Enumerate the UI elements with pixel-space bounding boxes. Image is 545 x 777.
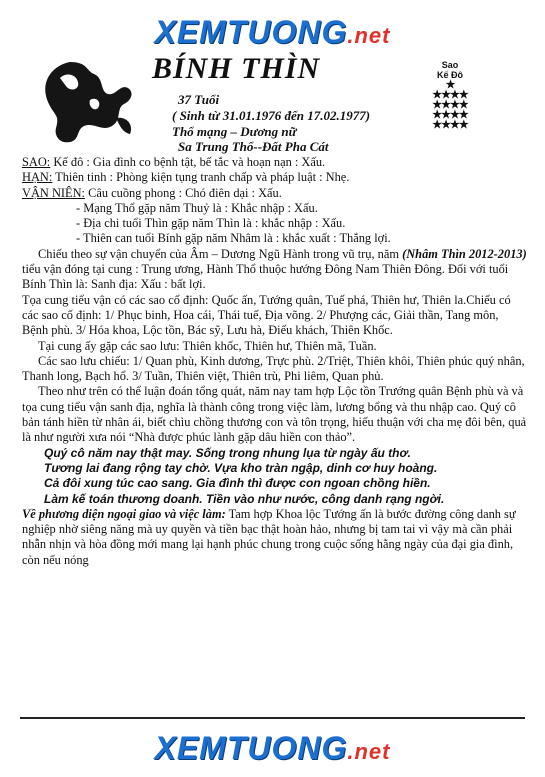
paragraph-ngoai-giao: Về phương diện ngoại giao và việc làm: Tam hợp Khoa lộc Tướng ấn là bước đường công danh sự nghiệp nhờ siêng năng mà uy quyền và tiền bạc thật hoàn hảo, nhưng bị tam tai vì vậy mà cần phải nhẫn nhịn và hòa đồng mới mang lại hạnh phúc chung trong cuộc sống hằng ngày của đại gia đình, còn nếu nóng [22,506,516,567]
star-icon: ★★★★ [432,109,468,121]
paragraph-tieu-van: Chiếu theo sự vận chuyển của Âm – Dương Ngũ Hành trong vũ trụ, năm (Nhâm Thìn 2012-2013) tiểu vận đóng tại cung : Trung ương, Hành Thổ thuộc hướng Đông Nam Thiên Đông. Đối với tuổi Bính Thìn là: Sanh địa: Xấu : bất lợi. [22,246,527,292]
list-item: - Địa chi tuổi Thìn gặp năm Thìn là : khắc nhập : Xấu. [76,216,346,231]
list-item: - Thiên can tuổi Bính gặp năm Nhâm là : khắc xuất : Thắng lợi. [76,231,391,246]
paragraph-sao-luu-chieu: Các sao lưu chiếu: 1/ Quan phù, Kinh dương, Trực phù. 2/Triệt, Thiên khôi, Thiên phúc quý nhân, Thanh long, Bạch hổ. 3/ Tuần, Thiên việt, Thiên trù, Phi liêm, Quan phủ. [22,353,525,384]
star-icon: ★★★★ [432,99,468,111]
poem-line: Tương lai đang rộng tay chờ. Vựa kho tràn ngập, dinh cơ huy hoàng. [44,460,438,475]
paragraph-sao-co-dinh: Tọa cung tiểu vận có các sao cố định: Quốc ấn, Tướng quân, Tuế phá, Thiên hư, Thiên la.Chiếu có các sao cố định: 1/ Phục binh, Hoa cái, Thái tuế, Địa võng. 2/ Phượng các, Giải thần, Tang môn, Bệnh phù. 3/ Hóa khoa, Lộc tồn, Bác sỹ, Lưu hà, Điếu khách, Thiên Khốc. [22,292,511,338]
van-nien-line: VẬN NIÊN: Câu cuồng phong : Chó điên dại : Xấu. [22,185,282,200]
age-label: 37 Tuổi [178,92,220,107]
site-logo-bottom: XEMTUONG.net [154,730,391,766]
dragon-emblem [30,56,142,148]
document-body [22,155,527,568]
nap-am-label: Sa Trung Thổ--Đất Pha Cát [178,139,329,154]
paragraph-sao-luu: Tại cung ấy gặp các sao lưu: Thiên khốc, Thiên hư, Thiên mã, Tuần. [38,338,377,353]
paragraph-luan-doan: Theo như trên có thể luận đoán tổng quát, năm nay tam hợp Lộc tồn Trướng quân Bệnh phù và và tọa cung tiểu vận sanh địa, nghĩa là thành công trong việc làm, lương bổng và thu nhập cao. Quý cô bản tánh hiền từ nhân ái, biết chìu chồng thương con và tôn trọng, hiếu thuận với cha mẹ đôi bên, quả là như người xưa nói “Nhà được phúc lành gặp dâu hiền con thảo”. [22,384,527,445]
site-logo-top: XEMTUONG.net [154,14,391,50]
menh-label: Thổ mạng – Dương nữ [172,124,297,139]
birth-range: ( Sinh từ 31.01.1976 đến 17.02.1977) [172,108,371,123]
footer-divider [20,717,525,719]
page-title: BÍNH THÌN [152,52,321,85]
sao-badge: Sao Kế Đô ★ ★★★★ ★★★★ ★★★★ ★★★★ [420,60,480,130]
poem-line: Cả đôi xung túc cao sang. Gia đình thì được con ngoan chồng hiền. [44,476,431,491]
list-item: - Mạng Thổ gặp năm Thuỷ là : Khắc nhập : Xấu. [76,200,318,215]
han-line: HẠN: Thiên tinh : Phòng kiện tụng tranh chấp và pháp luật : Nhẹ. [22,170,350,185]
poem-line: Quý cô năm nay thật may. Sống trong nhung lụa từ ngày ấu thơ. [44,445,411,460]
poem-line: Làm kế toán thương doanh. Tiền vào như nước, công danh rạng ngời. [44,491,445,506]
sao-line: SAO: Kế đô : Gia đình co bệnh tật, bế tắc và hoạn nạn : Xấu. [22,155,326,169]
star-icon: ★ [445,79,455,91]
star-icon: ★★★★ [432,119,468,131]
star-icon: ★★★★ [432,89,468,101]
